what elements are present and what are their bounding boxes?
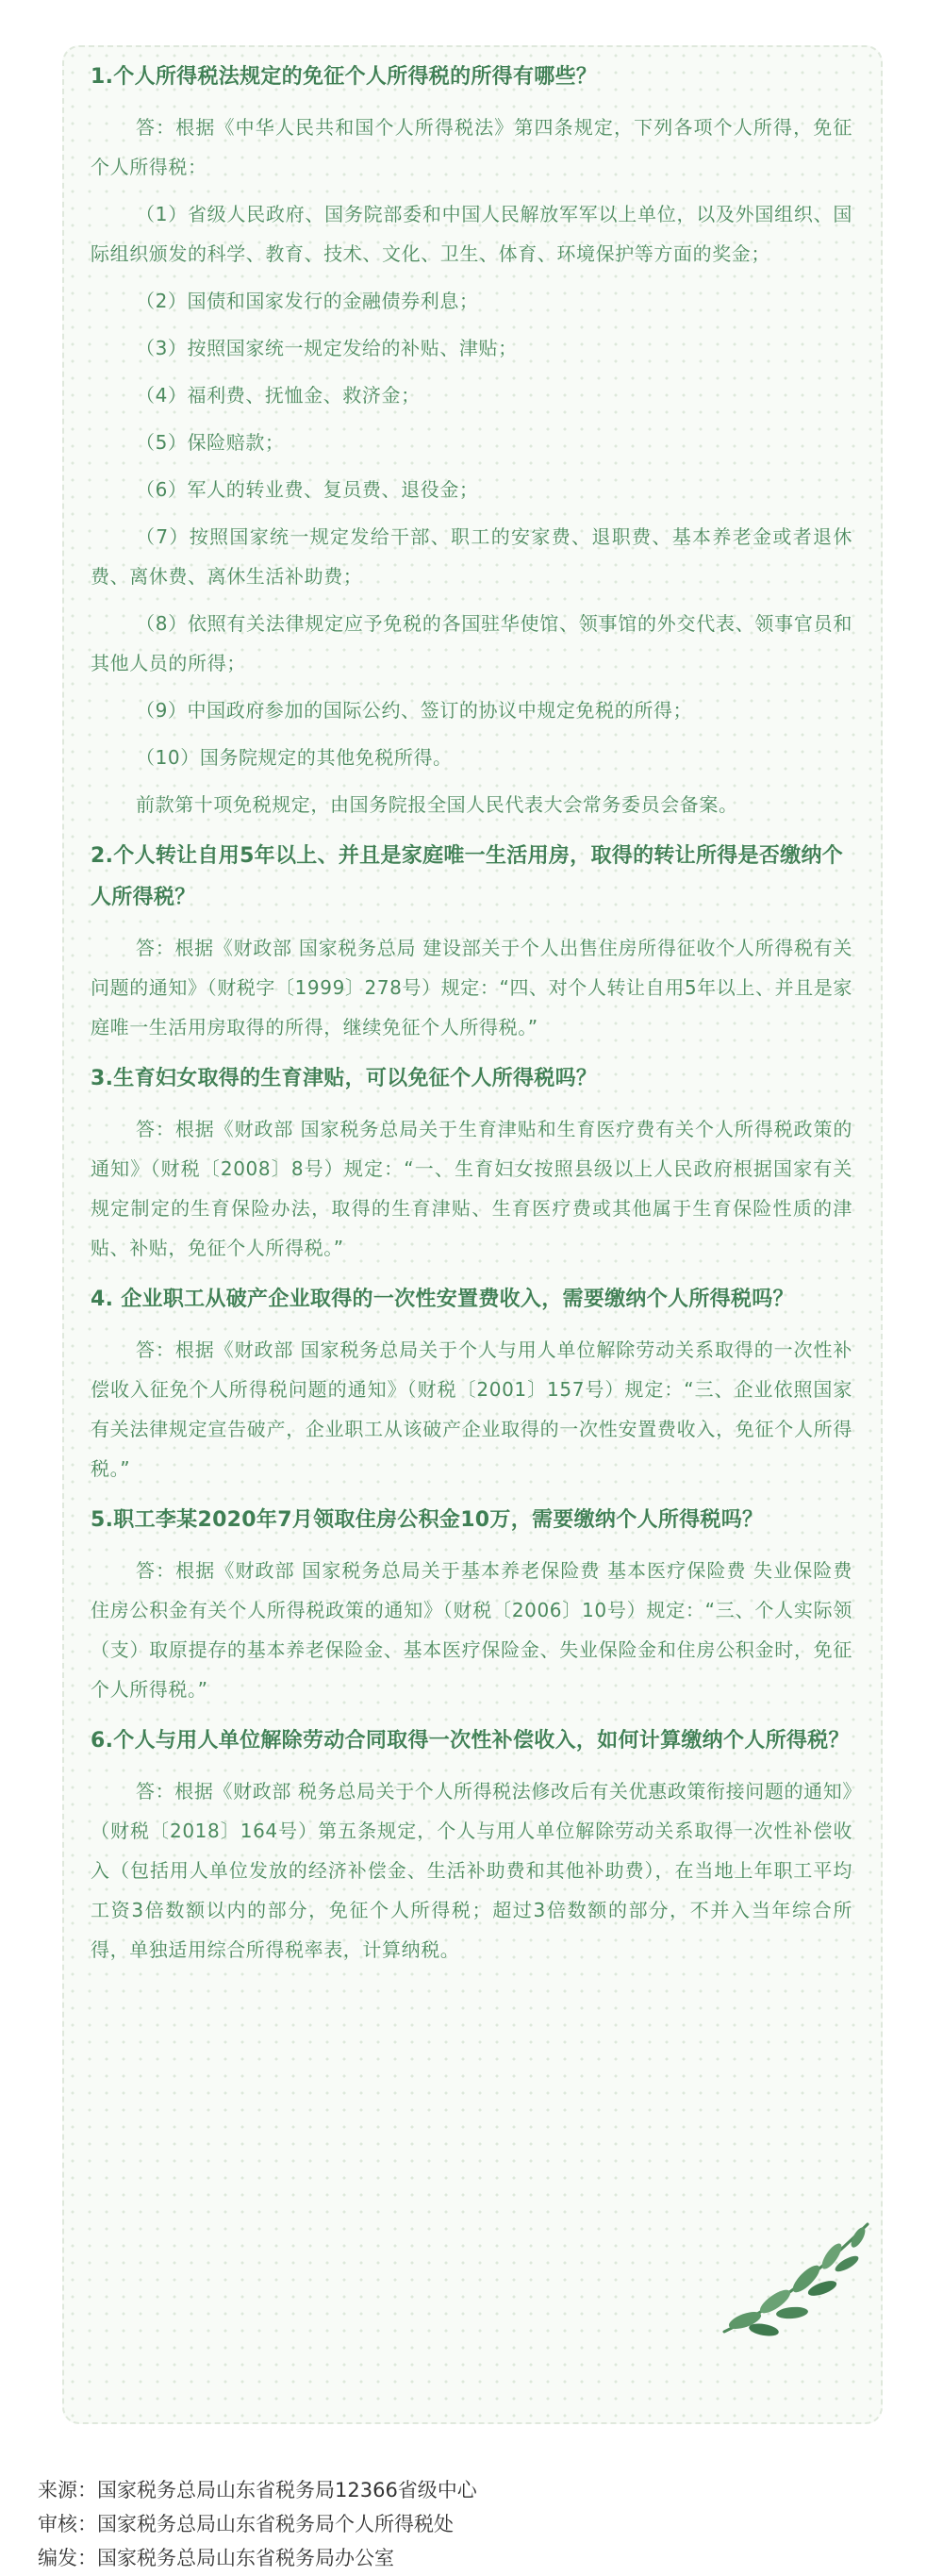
answer-paragraph: 答：根据《中华人民共和国个人所得税法》第四条规定，下列各项个人所得，免征个人所得税：: [91, 116, 852, 178]
answer-paragraph: （3）按照国家统一规定发给的补贴、津贴；: [136, 337, 518, 359]
answer-paragraph: （6）军人的转业费、复员费、退役金；: [136, 478, 479, 501]
answer-paragraph: （5）保险赔款；: [136, 431, 285, 454]
question-heading: 3.生育妇女取得的生育津贴，可以免征个人所得税吗？: [91, 1067, 598, 1090]
faq-section-1: [91, 53, 852, 824]
answer-paragraph: （8）依照有关法律规定应予免税的各国驻华使馆、领事馆的外交代表、领事官员和其他人员的所得；: [91, 612, 852, 674]
answer-paragraph: 答：根据《财政部 税务总局关于个人所得税法修改后有关优惠政策衔接问题的通知》（财税〔2018〕164号）第五条规定，个人与用人单位解除劳动关系取得一次性补偿收入（包括用人单位发放的经济补偿金、生活补助费和其他补助费），在当地上年职工平均工资3倍数额以内的部分，免征个人所得税；超过3倍数额的部分，不并入当年综合所得，单独适用综合所得税率表，计算纳税。: [91, 1780, 852, 1961]
article-credits: [38, 2473, 886, 2575]
leaf-branch-icon: [717, 2219, 877, 2341]
answer-paragraph: 答：根据《财政部 国家税务总局关于基本养老保险费 基本医疗保险费 失业保险费 住房公积金有关个人所得税政策的通知》（财税〔2006〕10号）规定：“三、个人实际领（支）取原提存的基本养老保险金、基本医疗保险金、失业保险金和住房公积金时，免征个人所得税。”: [91, 1559, 852, 1701]
answer-paragraph: 答：根据《财政部 国家税务总局 建设部关于个人出售住房所得征收个人所得税有关问题的通知》（财税字〔1999〕278号）规定：“四、对个人转让自用5年以上、并且是家庭唯一生活用房取得的所得，继续免征个人所得税。”: [91, 937, 852, 1039]
answer-paragraph: （1）省级人民政府、国务院部委和中国人民解放军军以上单位，以及外国组织、国际组织颁发的科学、教育、技术、文化、卫生、体育、环境保护等方面的奖金；: [91, 203, 852, 265]
faq-section-6: [91, 1717, 852, 1969]
answer-paragraph: （10）国务院规定的其他免税所得。: [136, 746, 453, 769]
answer-paragraph: （9）中国政府参加的国际公约、签订的协议中规定免税的所得；: [136, 699, 693, 722]
faq-section-3: [91, 1055, 852, 1268]
question-heading: 6.个人与用人单位解除劳动合同取得一次性补偿收入，如何计算缴纳个人所得税？: [91, 1729, 850, 1753]
question-heading: 2.个人转让自用5年以上、并且是家庭唯一生活用房，取得的转让所得是否缴纳个人所得税？: [91, 844, 844, 909]
question-heading: 5.职工李某2020年7月领取住房公积金10万，需要缴纳个人所得税吗？: [91, 1508, 764, 1532]
answer-paragraph: 答：根据《财政部 国家税务总局关于生育津贴和生育医疗费有关个人所得税政策的通知》（财税〔2008〕8号）规定：“一、生育妇女按照县级以上人民政府根据国家有关规定制定的生育保险办法，取得的生育津贴、生育医疗费或其他属于生育保险性质的津贴、补贴，免征个人所得税。”: [91, 1118, 852, 1259]
answer-paragraph: （2）国债和国家发行的金融债券利息；: [136, 290, 479, 312]
answer-paragraph: 答：根据《财政部 国家税务总局关于个人与用人单位解除劳动关系取得的一次性补偿收入征免个人所得税问题的通知》（财税〔2001〕157号）规定：“三、企业依照国家有关法律规定宣告破产，企业职工从该破产企业取得的一次性安置费收入，免征个人所得税。”: [91, 1338, 852, 1480]
credit-source: 来源：国家税务总局山东省税务局12366省级中心: [38, 2479, 477, 2501]
faq-section-2: [91, 832, 852, 1047]
credit-review: 审核：国家税务总局山东省税务局个人所得税处: [38, 2513, 454, 2535]
question-heading: 4. 企业职工从破产企业取得的一次性安置费收入，需要缴纳个人所得税吗？: [91, 1288, 794, 1311]
answer-paragraph: 前款第十项免税规定，由国务院报全国人民代表大会常务委员会备案。: [136, 793, 738, 816]
credit-editor: 编发：国家税务总局山东省税务局办公室: [38, 2547, 394, 2569]
faq-section-5: [91, 1496, 852, 1709]
answer-paragraph: （4）福利费、抚恤金、救济金；: [136, 384, 421, 407]
faq-card: [62, 45, 883, 2424]
question-heading: 1.个人所得税法规定的免征个人所得税的所得有哪些？: [91, 65, 598, 89]
faq-section-4: [91, 1275, 852, 1488]
answer-paragraph: （7）按照国家统一规定发给干部、职工的安家费、退职费、基本养老金或者退休费、离休费、离休生活补助费；: [91, 525, 852, 588]
